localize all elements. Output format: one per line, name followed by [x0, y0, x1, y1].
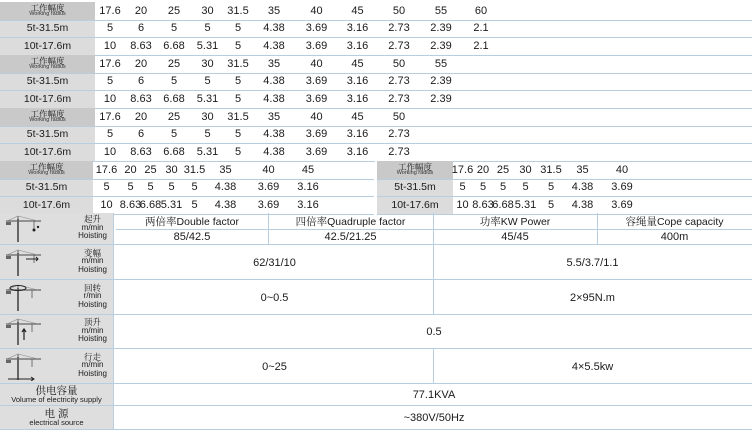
climbing-speed: 0.5: [426, 326, 442, 338]
hoisting-column-value: 42.5/21.25: [324, 231, 377, 243]
load-value: 5: [170, 22, 178, 35]
load-value: 5: [234, 128, 242, 141]
load-value: 4.38: [263, 75, 285, 88]
load-value: 3.69: [305, 145, 328, 158]
load-value: 10: [100, 198, 113, 211]
mechanism-power: 5.5/3.7/1.1: [566, 256, 619, 269]
header-zh: 工作幅度: [397, 161, 432, 172]
load-value: 6: [137, 128, 145, 141]
load-value: 3.16: [297, 181, 319, 194]
load-value: 8.63: [130, 145, 152, 158]
load-row-label: 10t-17.6m: [0, 90, 95, 108]
load-row-label: 10t-17.6m: [377, 196, 453, 214]
mechanism-label-cell: [0, 213, 113, 245]
working-radius-header: [0, 161, 93, 179]
supply-label-cell: [0, 406, 113, 430]
load-value: 2.39: [430, 22, 452, 35]
radius-value: 30: [201, 57, 214, 70]
load-value: 5.31: [160, 198, 183, 211]
mechanism-name-en: Hoisting: [78, 368, 107, 378]
load-row-label: 5t-31.5m: [377, 179, 453, 197]
mechanism-name: [78, 215, 107, 241]
column-rule: [433, 245, 434, 280]
row-rule: [113, 429, 752, 430]
radius-value: 40: [262, 163, 275, 176]
load-row-label: 10t-17.6m: [0, 196, 93, 214]
mechanism-unit: m/min: [81, 325, 104, 335]
load-value: 5: [234, 39, 242, 52]
load-value: 3.69: [305, 92, 328, 105]
row-rule: [377, 179, 752, 180]
mechanism-label-cell: [0, 349, 113, 384]
hoisting-column-label: 两倍率Double factor: [145, 215, 239, 228]
mechanism-power: 2×95N.m: [570, 291, 615, 304]
radius-value: 31.5: [540, 163, 562, 176]
radius-value: 17.6: [451, 163, 474, 176]
mechanism-name-zh: 起升: [84, 214, 102, 224]
load-value: 5: [168, 181, 175, 194]
load-value: 4.38: [263, 22, 285, 35]
header-en: Working radius: [29, 11, 66, 18]
radius-value: 25: [144, 163, 157, 176]
row-rule: [0, 73, 752, 74]
load-value: 3.69: [611, 198, 633, 211]
load-value: 10: [103, 39, 117, 52]
crane-climbing-icon: [4, 318, 42, 346]
radius-value: 60: [474, 4, 488, 17]
load-value: 3.16: [346, 39, 369, 52]
load-value: 6.68: [163, 92, 185, 105]
mechanism-label-cell: [0, 280, 113, 315]
radius-value: 50: [392, 57, 406, 70]
crane-travel-icon: [4, 353, 42, 381]
load-value: 2.73: [388, 92, 410, 105]
load-value: 5: [204, 128, 211, 141]
load-table: [0, 55, 752, 108]
hoisting-column-label: 功率KW Power: [479, 215, 551, 228]
mechanism-name-en: Hoisting: [78, 299, 107, 309]
radius-value: 35: [219, 163, 232, 176]
radius-value: 30: [165, 163, 178, 176]
load-value: 5: [547, 198, 555, 211]
column-rule: [433, 349, 434, 384]
supply-value: ~380V/50Hz: [403, 412, 465, 424]
mechanism-name-zh: 回转: [84, 282, 102, 293]
load-value: 2.73: [388, 128, 410, 141]
mechanism-name-zh: 行走: [84, 351, 102, 362]
radius-value: 40: [310, 57, 323, 70]
radius-value: 45: [351, 57, 364, 70]
mechanism-name: [78, 353, 107, 379]
header-en: Working radius: [29, 64, 66, 71]
mechanism-power: 4×5.5kw: [571, 360, 614, 373]
load-value: 3.69: [611, 181, 633, 194]
load-value: 5: [103, 181, 110, 194]
load-value: 2.73: [388, 145, 410, 158]
radius-value: 17.6: [95, 163, 118, 176]
header-zh: 工作幅度: [30, 2, 65, 13]
crane-slewing-icon: [4, 284, 42, 312]
load-value: 5: [234, 145, 242, 158]
radius-value: 31.5: [227, 110, 249, 123]
mechanism-speed: 0~0.5: [260, 291, 289, 304]
radius-value: 20: [134, 4, 148, 17]
left-rule: [113, 213, 114, 430]
mechanism-speed: 0~25: [262, 360, 287, 373]
mechanism-name-en: Hoisting: [78, 231, 107, 241]
row-rule: [377, 196, 752, 197]
load-value: 4.38: [571, 181, 594, 194]
load-value: 5: [106, 128, 114, 141]
load-value: 5: [191, 181, 198, 194]
load-value: 6.68: [139, 198, 162, 211]
mechanism-unit: r/min: [83, 291, 102, 301]
radius-value: 40: [310, 4, 323, 17]
load-value: 5: [191, 198, 198, 211]
hoisting-column-label: 四倍率Quadruple factor: [295, 215, 406, 228]
radius-value: 31.5: [227, 57, 249, 70]
load-value: 2.73: [388, 22, 410, 35]
load-value: 3.16: [346, 145, 369, 158]
load-value: 3.69: [305, 75, 328, 88]
row-rule: [0, 179, 374, 180]
load-value: 5: [106, 22, 114, 35]
mechanism-label-cell: [0, 315, 113, 349]
load-value: 6.68: [492, 198, 514, 211]
load-value: 5: [106, 75, 114, 88]
mechanism-speed: 62/31/10: [253, 256, 296, 269]
working-radius-header: [0, 2, 95, 20]
working-radius-header: [0, 108, 95, 126]
radius-value: 31.5: [183, 163, 206, 176]
load-value: 5: [204, 22, 211, 35]
radius-value: 35: [576, 163, 589, 176]
radius-value: 17.6: [99, 57, 121, 70]
hoisting-column-label: 容绳量Cope capacity: [625, 215, 724, 228]
mechanism-name-zh: 变幅: [84, 247, 102, 258]
radius-value: 25: [167, 4, 181, 17]
load-value: 8.63: [130, 39, 152, 52]
load-value: 8.63: [119, 198, 142, 211]
load-row-label: 5t-31.5m: [0, 126, 95, 144]
load-value: 6: [137, 75, 145, 88]
crane-hoist-icon: [4, 215, 42, 243]
load-value: 4.38: [214, 181, 237, 194]
load-value: 5: [234, 75, 242, 88]
load-value: 3.16: [346, 75, 369, 88]
radius-value: 20: [476, 163, 490, 176]
radius-value: 17.6: [99, 4, 121, 17]
mechanism-unit: m/min: [81, 256, 104, 266]
radius-value: 45: [301, 163, 315, 176]
radius-value: 25: [167, 57, 181, 70]
header-zh: 工作幅度: [29, 161, 64, 172]
load-value: 3.16: [346, 128, 369, 141]
load-value: 4.38: [263, 92, 285, 105]
load-value: 5.31: [196, 39, 219, 52]
load-value: 5: [479, 181, 487, 194]
load-value: 10: [456, 198, 469, 211]
load-value: 5: [234, 22, 242, 35]
mechanism-name: [78, 318, 107, 344]
load-value: 3.69: [257, 198, 280, 211]
radius-value: 40: [310, 110, 323, 123]
load-value: 3.69: [305, 39, 328, 52]
load-row-label: 10t-17.6m: [0, 37, 95, 55]
radius-value: 35: [267, 110, 281, 123]
load-value: 3.69: [305, 22, 328, 35]
radius-value: 40: [615, 163, 629, 176]
mechanism-name: [78, 284, 107, 310]
column-rule: [433, 280, 434, 315]
load-value: 10: [103, 145, 117, 158]
radius-value: 30: [201, 110, 214, 123]
load-value: 5: [234, 92, 242, 105]
load-value: 10: [103, 92, 117, 105]
load-value: 4.38: [263, 39, 285, 52]
load-table: [377, 161, 752, 214]
load-value: 5: [459, 181, 466, 194]
hoisting-column-value: 45/45: [501, 231, 529, 243]
radius-value: 50: [392, 4, 406, 17]
header-zh: 工作幅度: [30, 108, 65, 119]
mechanism-name-en: Hoisting: [78, 264, 107, 274]
row-rule: [0, 143, 752, 144]
radius-value: 35: [267, 57, 281, 70]
radius-value: 30: [519, 163, 532, 176]
supply-label-cell: [0, 384, 113, 406]
radius-value: 25: [167, 110, 181, 123]
radius-value: 35: [267, 4, 281, 17]
load-value: 2.39: [430, 92, 452, 105]
load-row-label: 10t-17.6m: [0, 143, 95, 161]
load-value: 2.73: [388, 75, 410, 88]
header-en: Working radius: [29, 117, 66, 124]
load-value: 5.31: [514, 198, 537, 211]
load-value: 6: [137, 22, 145, 35]
load-value: 5: [170, 75, 178, 88]
radius-value: 20: [124, 163, 137, 176]
supply-label-en: Volume of electricity supply: [11, 395, 102, 404]
radius-value: 45: [351, 4, 364, 17]
working-radius-header: [377, 161, 453, 179]
row-rule: [0, 90, 752, 91]
mechanism-name: [78, 249, 107, 275]
load-value: 3.16: [346, 92, 369, 105]
load-value: 4.38: [263, 128, 285, 141]
load-value: 5: [204, 75, 211, 88]
mechanism-unit: m/min: [81, 360, 104, 370]
load-value: 6.68: [163, 145, 185, 158]
load-value: 3.69: [305, 128, 328, 141]
load-value: 5: [547, 181, 555, 194]
mechanism-label-cell: [0, 245, 113, 280]
load-table: [0, 161, 374, 214]
hoisting-column-value: 400m: [660, 231, 689, 243]
load-value: 5: [522, 181, 529, 194]
hoisting-column-value: 85/42.5: [173, 231, 211, 243]
load-value: 8.63: [130, 92, 152, 105]
row-rule: [0, 196, 374, 197]
load-value: 5.31: [196, 92, 219, 105]
load-row-label: 5t-31.5m: [0, 20, 95, 38]
mechanism-name-en: Hoisting: [78, 334, 107, 344]
row-rule: [0, 37, 752, 38]
radius-value: 20: [134, 57, 148, 70]
load-row-label: 5t-31.5m: [0, 73, 95, 91]
radius-value: 55: [434, 57, 448, 70]
supply-label-en: electrical source: [29, 418, 84, 427]
load-value: 2.1: [473, 22, 489, 35]
load-value: 2.73: [388, 39, 410, 52]
load-value: 3.16: [297, 198, 319, 211]
radius-value: 25: [496, 163, 510, 176]
supply-label-zh: 供电容量: [35, 384, 78, 397]
load-table: [0, 108, 752, 161]
load-value: 2.39: [430, 75, 452, 88]
header-en: Working radius: [28, 170, 65, 177]
row-rule: [116, 229, 752, 230]
radius-value: 50: [392, 110, 406, 123]
load-value: 3.16: [346, 22, 369, 35]
working-radius-header: [0, 55, 95, 73]
row-rule: [0, 20, 752, 21]
load-row-label: 5t-31.5m: [0, 179, 93, 197]
mechanism-unit: m/min: [81, 222, 104, 232]
crane-trolley-icon: [4, 249, 42, 277]
radius-value: 45: [351, 110, 364, 123]
load-value: 6.68: [163, 39, 185, 52]
load-value: 4.38: [571, 198, 594, 211]
radius-value: 30: [201, 4, 214, 17]
header-en: Working radius: [396, 170, 434, 177]
load-value: 5: [499, 181, 507, 194]
load-table: [0, 2, 752, 55]
table-divider: [375, 161, 377, 213]
radius-value: 55: [434, 4, 448, 17]
radius-value: 17.6: [99, 110, 121, 123]
load-value: 3.69: [257, 181, 280, 194]
load-value: 4.38: [263, 145, 285, 158]
header-zh: 工作幅度: [30, 55, 65, 66]
mechanism-name-zh: 顶升: [84, 317, 102, 327]
load-value: 5: [147, 181, 154, 194]
load-value: 2.39: [430, 39, 452, 52]
load-value: 5.31: [196, 145, 219, 158]
supply-value: 77.1KVA: [412, 389, 456, 401]
radius-value: 20: [134, 110, 148, 123]
load-value: 4.38: [214, 198, 237, 211]
load-value: 2.1: [473, 39, 489, 52]
load-value: 5: [170, 128, 178, 141]
row-rule: [0, 126, 752, 127]
radius-value: 31.5: [227, 4, 249, 17]
supply-label-zh: 电 源: [44, 407, 69, 420]
load-value: 8.63: [472, 198, 494, 211]
load-value: 5: [127, 181, 134, 194]
